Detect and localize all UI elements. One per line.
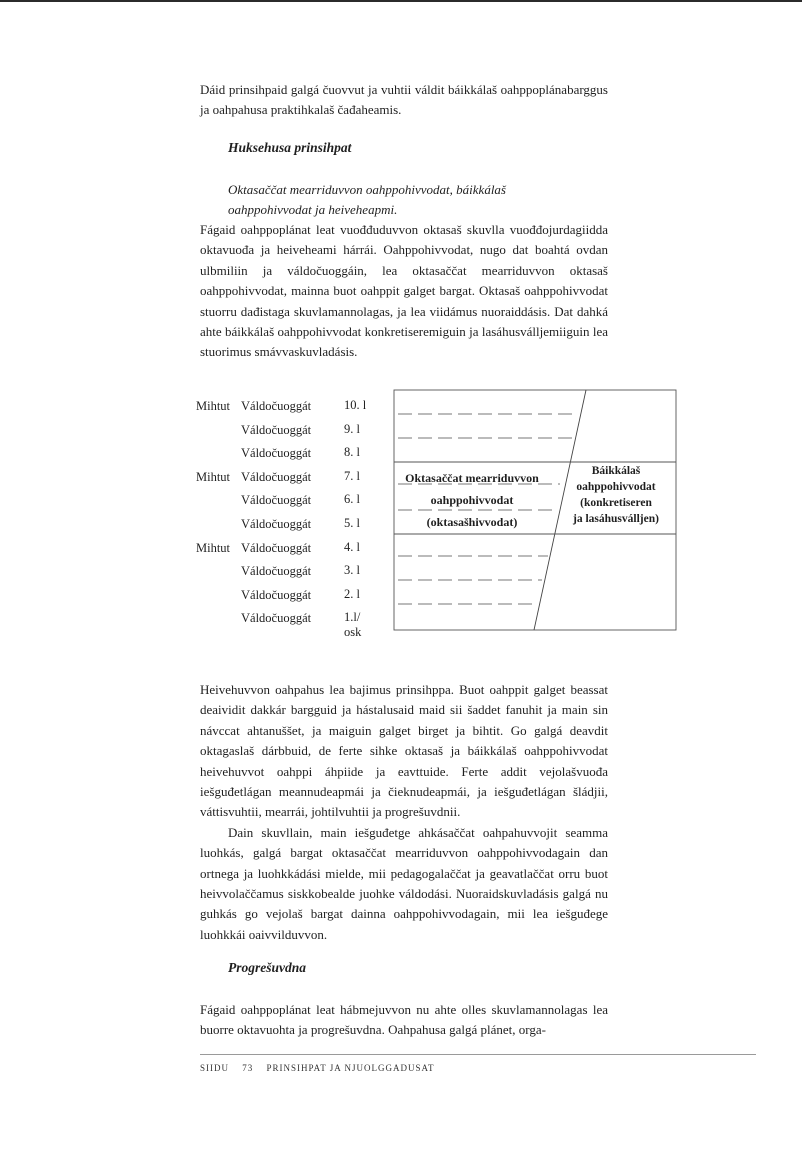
section1-continued [200, 680, 608, 945]
level-row [196, 563, 396, 586]
paragraph-dain-skuvllain: Dain skuvllain, main iešguđetge ahkásaččat oahpahuvvojit seamma luohkás, galgá bargat oktasaččat mearriduvvon oahppohivvodagain dan ortnega ja luohkkádási mielde, mii pedagogalaččat ja geavatlaččat orru buot heivvolaččamus siskkobealde juohke váldodási. Nuoraidskuvladásis galgá nu guhkás go vejolaš bargat dainna oahppohivvodagain, mii lea iešguđege luohkkái oaivvilduvvon. [200, 824, 608, 942]
dashed-guides [398, 414, 578, 604]
level-mihtut-label: Mihtut [196, 469, 231, 484]
level-name: Váldočuoggát [241, 399, 312, 413]
level-name: Váldočuoggát [241, 540, 312, 555]
level-code: 4. l [344, 539, 360, 554]
level-row [196, 587, 396, 610]
section-heading-huksehusa: Huksehusa prinsihpat [228, 140, 352, 155]
level-name: Váldočuoggát [241, 517, 312, 531]
level-code: 10. l [344, 398, 367, 412]
section-heading-progresuvdna: Progrešuvdna [228, 960, 307, 975]
page-footer [200, 1063, 445, 1073]
level-name: Váldočuoggát [241, 564, 312, 579]
level-name: Váldočuoggát [241, 422, 312, 437]
level-row [196, 469, 396, 492]
right-label-line4: ja lasáhusválljen) [573, 513, 659, 525]
paragraph-heivehuvvon: Heivehuvvon oahpahus lea bajimus prinsihppa. Buot oahppit galget beassat deaividit dakkár bargguid ja hástalusaid maid sii šaddet fanuhit ja main sin návccat ahtanuššet, ja maiguin galget birget ja bihtit. Go galgá deavdit oktagaslaš dárbbuid, de ferte sihke oktasaš ja báikkálaš oahppohivvodat heivehuvvot oahppi áhpiide ja eavttuide. Ferte addit vejolašvuođa iešguđetlágan meannudeapmái ja čieknudeapmái, ja iešguđetlágan šládjii, váttisvuhtii, mearrái, johtilvuhtii ja progrešuvdnii. [200, 682, 608, 820]
level-row [196, 398, 396, 421]
level-code: 3. l [344, 563, 360, 578]
intro-paragraph: Dáid prinsihpaid galgá čuovvut ja vuhtii váldit báikkálaš oahppoplánabarggus ja oahpahusa praktihkalaš čađaheamis. [200, 82, 608, 118]
level-code: 2. l [344, 586, 360, 601]
level-code: 6. l [344, 492, 360, 507]
right-label-line2: oahppohivvodat [576, 481, 656, 493]
level-mihtut-label: Mihtut [196, 399, 231, 413]
footer-section: PRINSIHPAT JA NJUOLGGADUSAT [266, 1063, 435, 1073]
level-row [196, 445, 396, 468]
level-name: Váldočuoggát [241, 587, 312, 602]
top-rule [0, 0, 802, 2]
curriculum-diagram [390, 388, 680, 634]
left-label-line2: oahppohivvodat [430, 493, 514, 507]
right-label-line1: Báikkálaš [591, 465, 641, 477]
right-label-line3: (konkretiseren [580, 497, 652, 509]
level-row [196, 422, 396, 445]
level-row [196, 610, 396, 640]
level-code: 9. l [344, 421, 360, 436]
level-row [196, 516, 396, 539]
diagram-outer-frame [394, 390, 676, 630]
left-label-line1: Oktasaččat mearriduvvon [405, 471, 539, 485]
level-mihtut-label: Mihtut [196, 540, 231, 555]
level-name: Váldočuoggát [241, 469, 312, 484]
level-name: Váldočuoggát [241, 611, 312, 626]
level-row [196, 492, 396, 515]
level-name: Váldočuoggát [241, 446, 312, 461]
subheading-italic: Oktasaččat mearriduvvon oahppohivvodat, báikkálaš oahppohivvodat ja heiveheapmi. [228, 182, 506, 217]
footer-page-number: 73 [242, 1063, 254, 1073]
section2-body: Fágaid oahppoplánat leat hábmejuvvon nu ahte olles skuvlamannolagas lea buorre oktavuohta ja progrešuvdna. Oahpahusa galgá plánet, orga- [200, 1002, 608, 1038]
level-code: 7. l [344, 468, 360, 483]
section1-body: Fágaid oahppoplánat leat vuođđuduvvon oktasaš skuvlla vuođđojurdagiidda oktavuođa ja heiveheami hárrái. Oahppohivvodat, nugo dat boahtá ovdan ulbmiliin ja váldočuoggáin, lea oktasaččat mearriduvvon oktasaš oahppohivvodat, mainna buot oahppit galget bargat. Oktasaš oahppohivvodat stuorru dađistaga skuvlamannolagas, ja lea viidámus nuoraiddásis. Dat dahká ahte báikkálaš oahppohivvodat konkretiseremiguin ja lasáhusválljemiiguin lea stuorimus smávvaskuvladásis. [200, 222, 608, 360]
left-label-line3: (oktasašhivvodat) [426, 515, 518, 529]
level-name: Váldočuoggát [241, 493, 312, 508]
footer-label: SIIDU [200, 1063, 229, 1073]
level-code: 8. l [344, 445, 360, 460]
level-row [196, 540, 396, 563]
footer-rule [200, 1054, 756, 1055]
level-code: 1.l/ osk [344, 610, 362, 640]
level-code: 5. l [344, 516, 360, 530]
